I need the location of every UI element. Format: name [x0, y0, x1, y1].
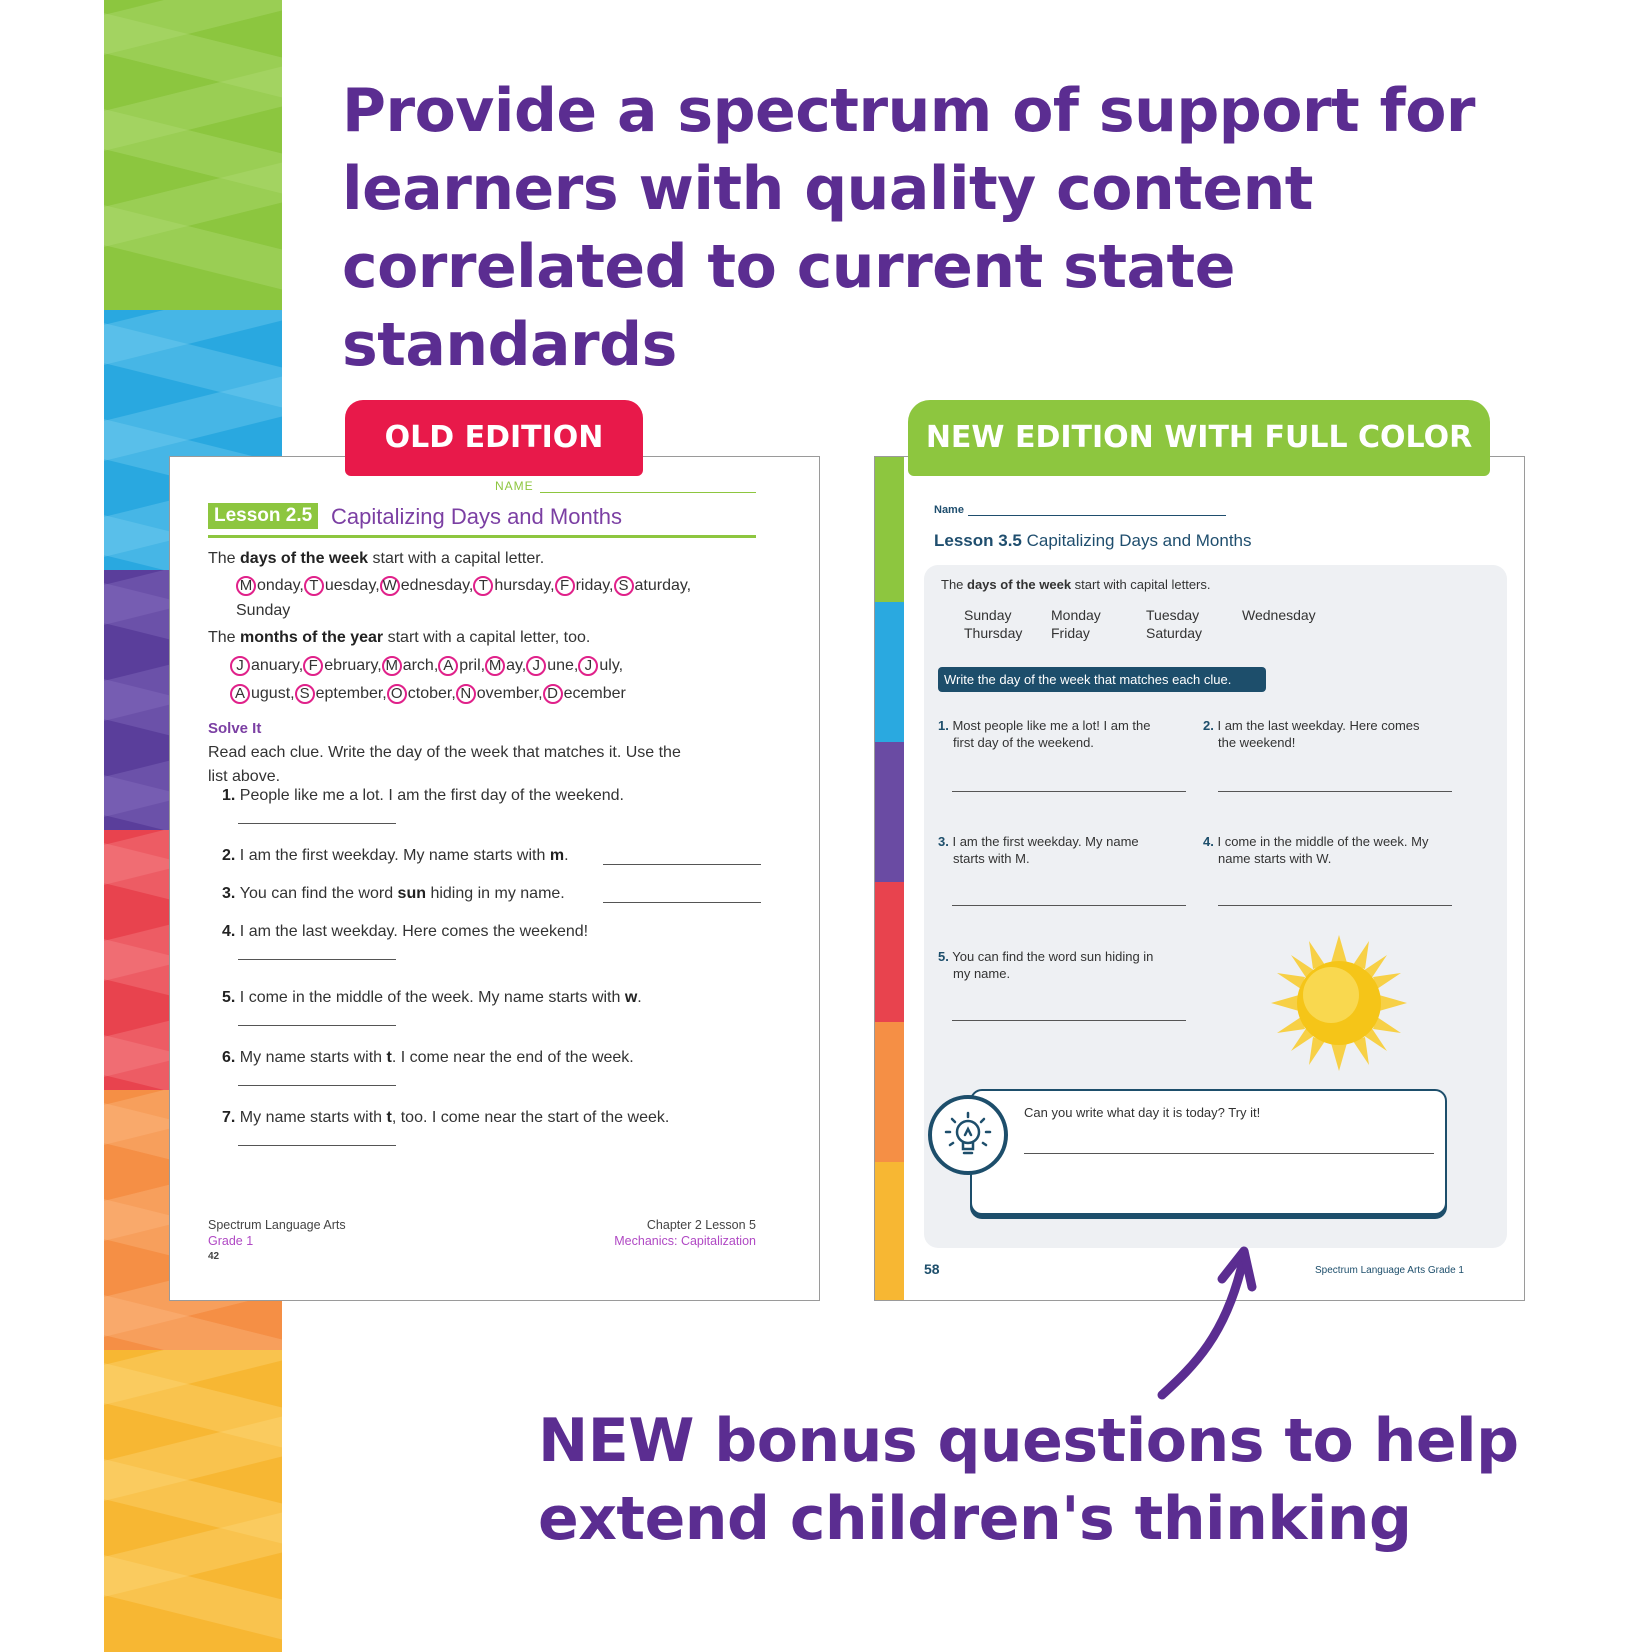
solve-heading: Solve It	[208, 720, 262, 737]
subhead-line-1: NEW bonus questions to help	[538, 1406, 1519, 1476]
circled-capital: N	[456, 684, 476, 704]
question-text: I am the first weekday. My name starts with	[239, 847, 550, 864]
activity-panel	[924, 565, 1507, 1248]
word-rest: hursday,	[494, 577, 555, 594]
answer-line	[238, 1025, 396, 1026]
answer-line	[238, 959, 396, 960]
question-5	[222, 989, 642, 1007]
circled-capital: D	[543, 684, 563, 704]
lesson-heading	[934, 531, 1252, 551]
answer-line-2	[1218, 791, 1452, 792]
clue-line: the weekend!	[1218, 735, 1296, 750]
days-intro-pre: The	[941, 577, 968, 592]
question-text: .	[564, 847, 569, 864]
months-intro-pre: The	[208, 629, 241, 646]
word-rest: ebruary,	[324, 657, 382, 674]
word-rest: ctober,	[407, 685, 456, 702]
circled-capital: S	[295, 684, 315, 704]
answer-line-5	[952, 1020, 1186, 1021]
answer-line-4	[1218, 905, 1452, 906]
footer-chapter: Chapter 2 Lesson 5	[646, 1218, 756, 1232]
days-intro-bold: days of the week	[240, 550, 369, 567]
word-rest: arch,	[402, 657, 439, 674]
question-number: 2.	[222, 847, 240, 864]
instruction-banner: Write the day of the week that matches each clue.	[938, 667, 1266, 692]
clue-1	[938, 717, 1150, 751]
word-rest: ay,	[506, 657, 527, 674]
answer-line	[603, 902, 761, 903]
clue-line: I am the last weekday. Here comes	[1217, 718, 1420, 733]
question-text: I am the last weekday. Here comes the weekend!	[239, 923, 589, 940]
days-intro	[941, 576, 1211, 593]
question-text: . I come near the end of the week.	[391, 1049, 634, 1066]
solve-instruction-2: list above.	[208, 768, 281, 785]
word-rest: pril,	[459, 657, 486, 674]
sun-icon	[1269, 933, 1409, 1073]
footer-book: Spectrum Language Arts	[208, 1218, 346, 1232]
circled-capital: F	[303, 656, 323, 676]
clue-5	[938, 948, 1153, 982]
clue-number: 2.	[1203, 718, 1214, 733]
circled-capital: M	[485, 656, 505, 676]
word-rest: anuary,	[251, 657, 304, 674]
word-rest: ovember,	[476, 685, 543, 702]
question-text: My name starts with	[239, 1109, 387, 1126]
question-number: 6.	[222, 1049, 240, 1066]
months-intro	[208, 627, 590, 649]
clue-3	[938, 833, 1139, 867]
day-friday: Friday	[1051, 625, 1090, 641]
circled-capital: A	[230, 684, 250, 704]
clue-2	[1203, 717, 1420, 751]
lesson-number: Lesson 2.5	[208, 503, 318, 529]
day-sunday: Sunday	[964, 607, 1012, 623]
bonus-question-card	[970, 1089, 1447, 1215]
question-3	[222, 885, 565, 903]
word-rest: onday,	[257, 577, 304, 594]
days-intro-bold: days of the week	[967, 577, 1072, 592]
question-text: I come in the middle of the week. My name starts with	[239, 989, 625, 1006]
circled-capital: M	[236, 576, 256, 596]
question-number: 4.	[222, 923, 240, 940]
footer-topic: Mechanics: Capitalization	[614, 1234, 756, 1248]
name-label: NAME	[495, 479, 534, 493]
circled-capital: A	[438, 656, 458, 676]
months-intro-post: start with a capital letter, too.	[383, 629, 591, 646]
subheadline	[538, 1402, 1538, 1558]
bonus-prompt: Can you write what day it is today? Try it!	[1024, 1105, 1261, 1120]
clue-number: 3.	[938, 834, 949, 849]
answer-line	[238, 1145, 396, 1146]
new-edition-page	[874, 456, 1525, 1301]
lesson-number: Lesson 3.5	[934, 531, 1022, 550]
word-rest: aturday,	[634, 577, 692, 594]
lightbulb-graphic	[932, 1099, 1004, 1171]
lesson-title: Capitalizing Days and Months	[331, 504, 623, 529]
question-7	[222, 1109, 669, 1127]
circled-capital: T	[304, 576, 324, 596]
clue-number: 1.	[938, 718, 949, 733]
word-rest: ecember	[563, 685, 626, 702]
footer-right	[590, 1217, 756, 1249]
word-rest: uesday,	[324, 577, 380, 594]
arrow-icon	[1140, 1245, 1260, 1415]
clue-line: starts with M.	[953, 851, 1030, 866]
old-edition-tab: OLD EDITION	[345, 400, 643, 476]
answer-line	[238, 823, 396, 824]
divider	[208, 535, 756, 538]
clue-line: I am the first weekday. My name	[952, 834, 1139, 849]
question-keyword: m	[549, 847, 565, 864]
question-text: .	[637, 989, 642, 1006]
question-keyword: w	[624, 989, 638, 1006]
answer-line	[238, 1085, 396, 1086]
page-number: 58	[924, 1261, 940, 1277]
days-intro	[208, 548, 544, 570]
day-wednesday: Wednesday	[1242, 607, 1316, 623]
clue-line: name starts with W.	[1218, 851, 1332, 866]
day-monday: Monday	[1051, 607, 1101, 623]
clue-4	[1203, 833, 1428, 867]
footer-book: Spectrum Language Arts Grade 1	[1315, 1265, 1464, 1276]
footer-grade: Grade 1	[208, 1234, 254, 1248]
bonus-answer-line	[1024, 1153, 1434, 1154]
day-tuesday: Tuesday	[1146, 607, 1200, 623]
question-text: You can find the word	[239, 885, 398, 902]
months-list-row-1	[230, 655, 623, 677]
color-strip	[875, 457, 904, 1301]
clue-line: You can find the word sun hiding in	[952, 949, 1154, 964]
circled-capital: F	[555, 576, 575, 596]
question-text: , too. I come near the start of the week.	[391, 1109, 670, 1126]
question-number: 3.	[222, 885, 240, 902]
circled-capital: S	[614, 576, 634, 596]
question-2	[222, 847, 569, 865]
circled-capital: T	[473, 576, 493, 596]
name-line	[540, 492, 756, 493]
name-line	[968, 515, 1226, 516]
question-6	[222, 1049, 634, 1067]
answer-line	[603, 864, 761, 865]
days-list	[236, 575, 691, 597]
footer-left	[208, 1217, 346, 1265]
lightbulb-icon	[928, 1095, 1008, 1175]
months-list-row-2	[230, 683, 626, 705]
clue-line: Most people like me a lot! I am the	[952, 718, 1151, 733]
new-edition-tab: NEW EDITION WITH FULL COLOR	[908, 400, 1490, 476]
days-intro-pre: The	[208, 550, 241, 567]
day-thursday: Thursday	[964, 625, 1023, 641]
word-rest: ugust,	[251, 685, 295, 702]
subhead-line-2: extend children's thinking	[538, 1484, 1412, 1554]
circled-capital: W	[380, 576, 400, 596]
clue-line: my name.	[953, 966, 1011, 981]
word-rest: ednesday,	[400, 577, 474, 594]
headline-line-3: correlated to current state standards	[342, 232, 1235, 380]
question-keyword: sun	[397, 885, 426, 902]
question-keyword: t	[386, 1049, 392, 1066]
circled-capital: J	[526, 656, 546, 676]
question-4	[222, 923, 588, 941]
clue-number: 5.	[938, 949, 949, 964]
headline-line-2: learners with quality content	[342, 154, 1313, 224]
answer-line-1	[952, 791, 1186, 792]
footer-page-number: 42	[208, 1251, 220, 1262]
days-last: Sunday	[236, 602, 291, 619]
name-label: Name	[934, 504, 964, 516]
circled-capital: M	[382, 656, 402, 676]
word-rest: eptember,	[315, 685, 387, 702]
solve-instruction-1: Read each clue. Write the day of the week that matches it. Use the	[208, 744, 681, 761]
days-intro-post: start with capital letters.	[1071, 577, 1211, 592]
months-intro-bold: months of the year	[240, 629, 384, 646]
answer-line-3	[952, 905, 1186, 906]
question-text: hiding in my name.	[426, 885, 565, 902]
headline	[342, 72, 1542, 384]
circled-capital: O	[387, 684, 407, 704]
strip-band	[104, 0, 282, 310]
clue-number: 4.	[1203, 834, 1214, 849]
circled-capital: J	[230, 656, 250, 676]
question-1	[222, 787, 624, 805]
question-number: 1.	[222, 787, 240, 804]
question-text: People like me a lot. I am the first day of the weekend.	[239, 787, 624, 804]
question-number: 7.	[222, 1109, 240, 1126]
day-saturday: Saturday	[1146, 625, 1203, 641]
lesson-title: Capitalizing Days and Months	[1026, 531, 1252, 550]
question-text: My name starts with	[239, 1049, 387, 1066]
clue-line: I come in the middle of the week. My	[1217, 834, 1429, 849]
question-keyword: t	[386, 1109, 392, 1126]
word-rest: uly,	[599, 657, 624, 674]
headline-line-1: Provide a spectrum of support for	[342, 76, 1476, 146]
word-rest: riday,	[575, 577, 614, 594]
word-rest: une,	[547, 657, 579, 674]
days-intro-post: start with a capital letter.	[368, 550, 545, 567]
clue-line: first day of the weekend.	[953, 735, 1094, 750]
old-edition-page	[169, 456, 820, 1301]
question-number: 5.	[222, 989, 240, 1006]
circled-capital: J	[578, 656, 598, 676]
strip-band	[104, 1350, 282, 1652]
